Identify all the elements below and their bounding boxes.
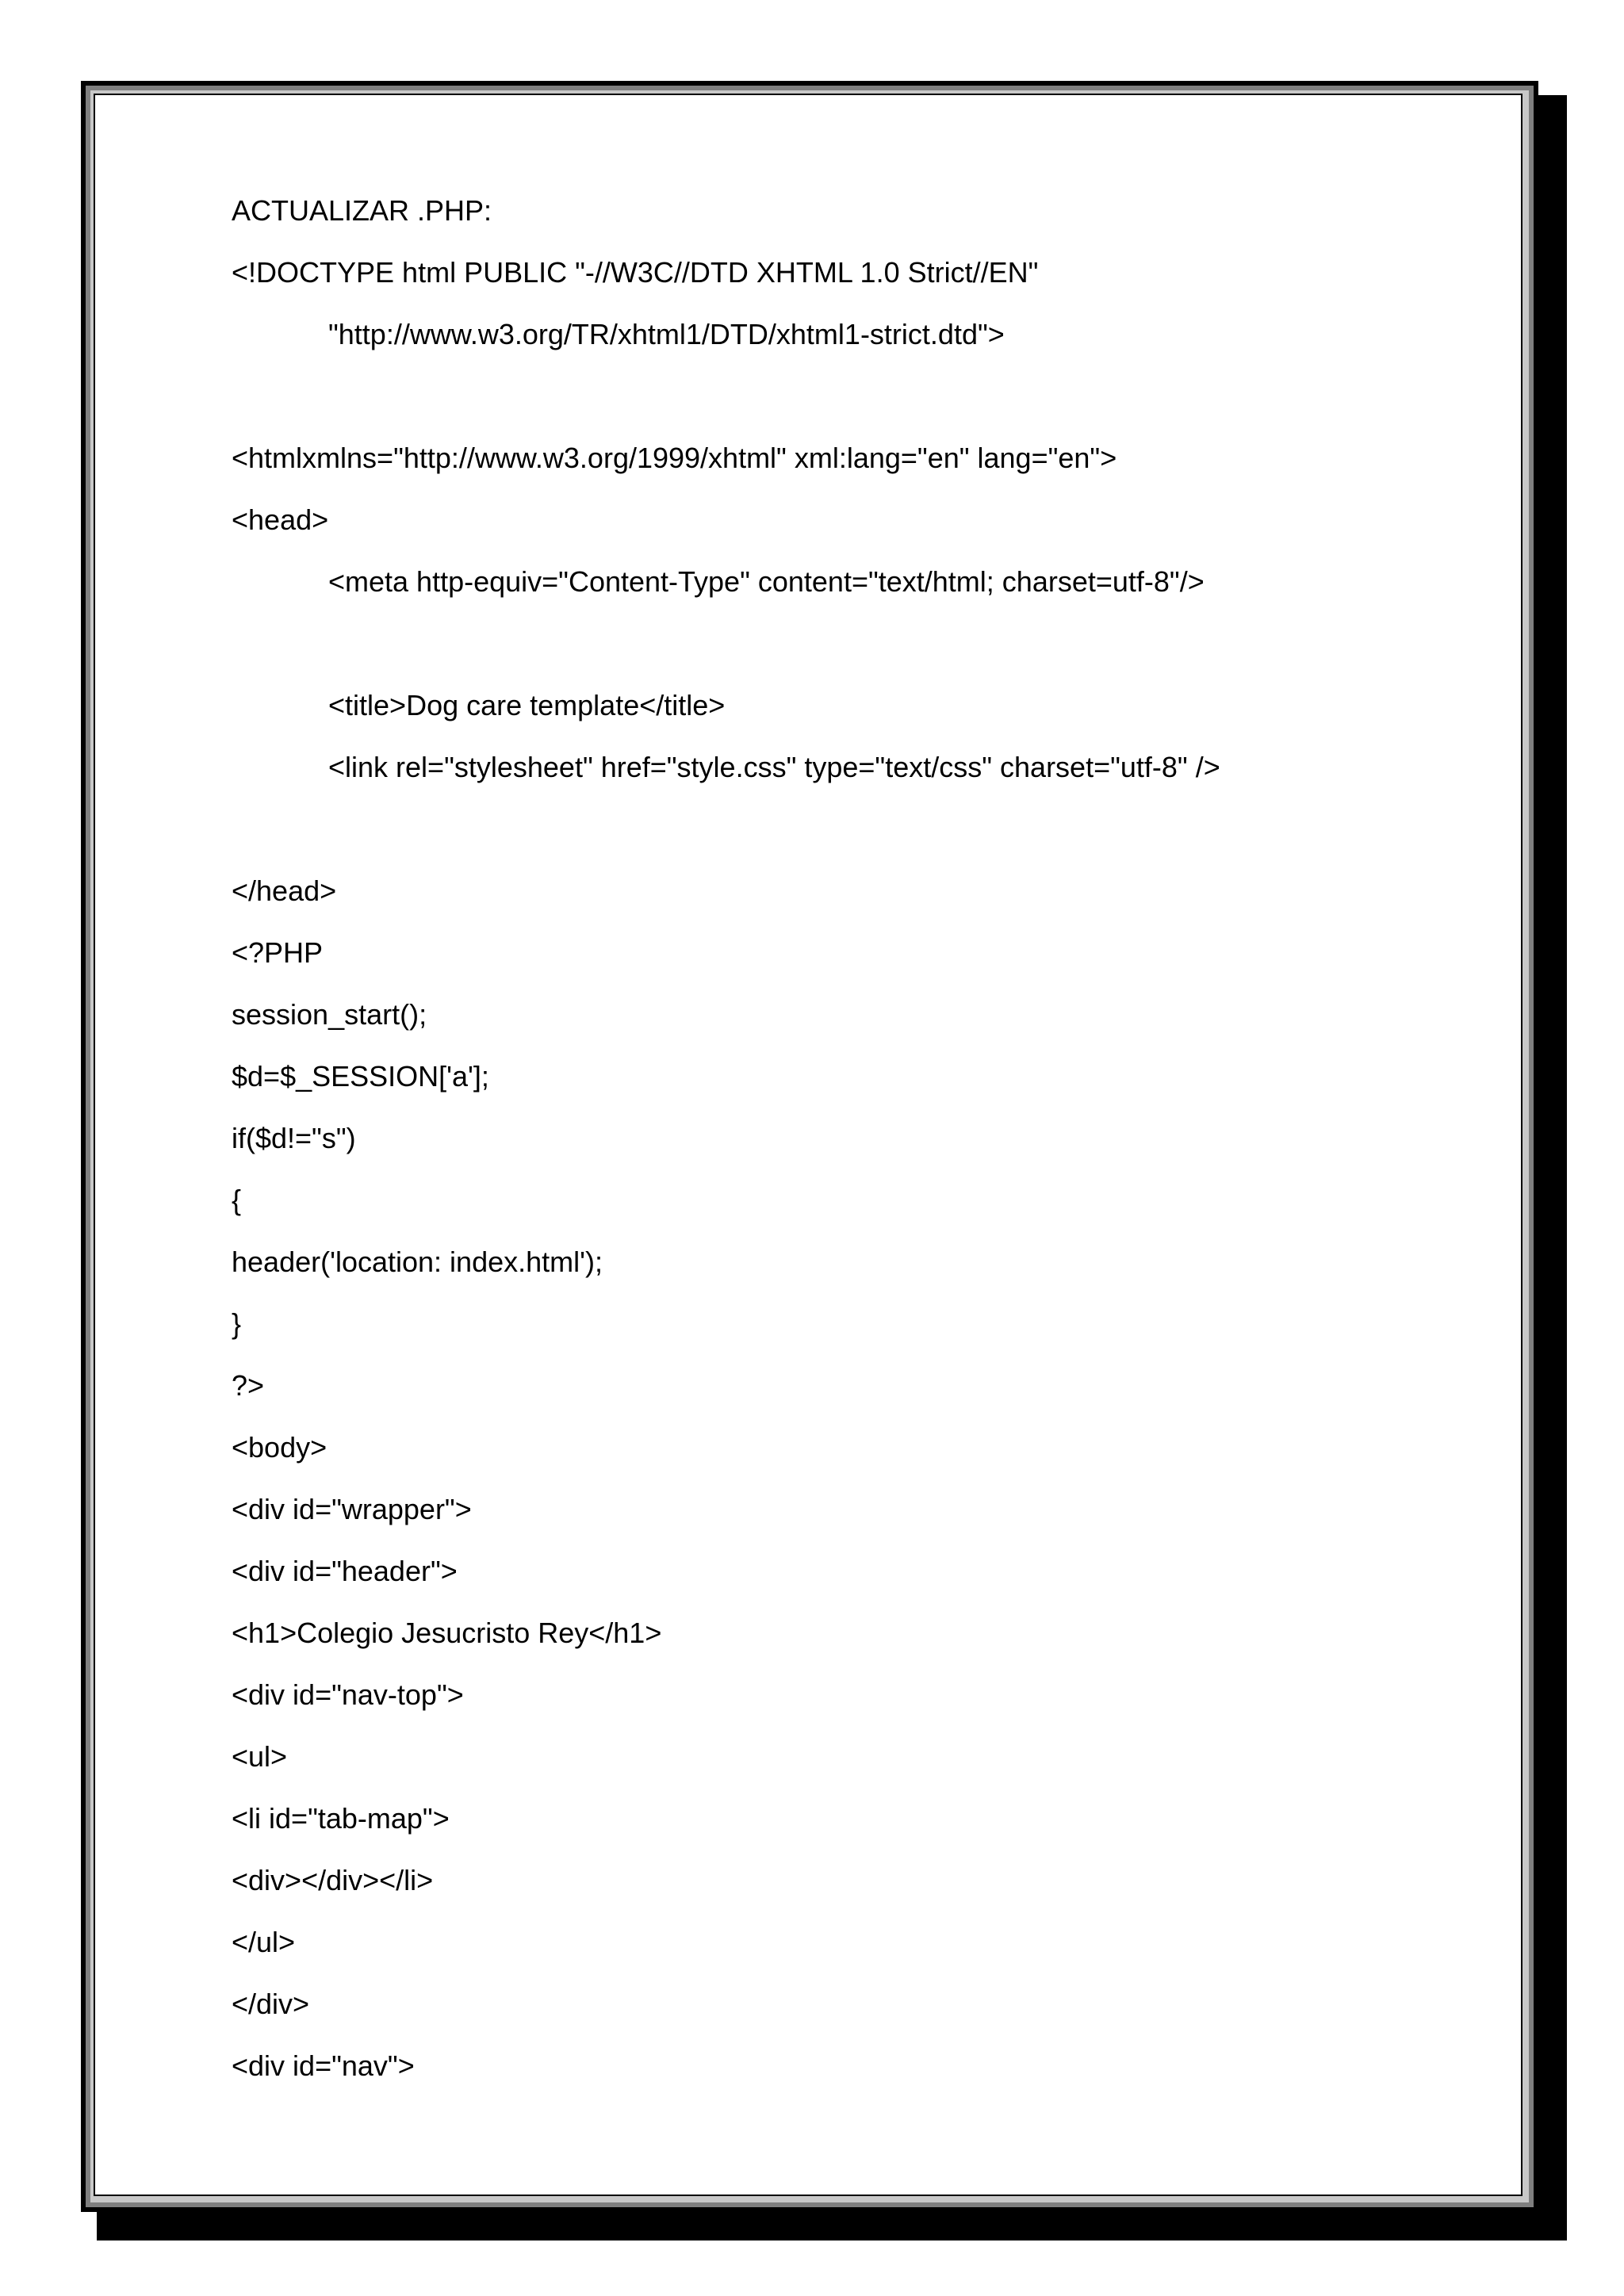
code-line: </head>	[232, 874, 337, 907]
code-line: </div>	[232, 1988, 310, 2020]
code-listing	[232, 189, 1469, 2106]
code-line: <div id="header">	[232, 1555, 458, 1587]
code-line: $d=$_SESSION['a'];	[232, 1060, 489, 1093]
code-line: <body>	[232, 1431, 327, 1464]
blank-line	[232, 374, 1469, 436]
code-line: <div id="nav">	[232, 2049, 415, 2082]
code-line: }	[232, 1307, 242, 1340]
code-line: <htmlxmlns="http://www.w3.org/1999/xhtml" xml:lang="en" lang="en">	[232, 442, 1117, 474]
code-line: <li id="tab-map">	[232, 1802, 450, 1835]
code-line: session_start();	[232, 998, 427, 1031]
blank-line	[232, 622, 1469, 683]
code-line: header('location: index.html');	[232, 1246, 603, 1278]
code-line: <title>Dog care template</title>	[328, 689, 726, 721]
code-line: ?>	[232, 1369, 265, 1402]
code-line: <?PHP	[232, 936, 324, 969]
code-line: ACTUALIZAR .PHP:	[232, 194, 492, 227]
code-line: <h1>Colegio Jesucristo Rey</h1>	[232, 1617, 662, 1649]
blank-line	[232, 807, 1469, 869]
code-line: <div id="nav-top">	[232, 1678, 464, 1711]
code-line: <meta http-equiv="Content-Type" content="text/html; charset=utf-8"/>	[328, 565, 1205, 598]
code-line: <div id="wrapper">	[232, 1493, 472, 1525]
code-line: <!DOCTYPE html PUBLIC "-//W3C//DTD XHTML 1.0 Strict//EN"	[232, 256, 1039, 289]
code-line: <ul>	[232, 1740, 288, 1773]
code-line: <div></div></li>	[232, 1864, 434, 1896]
code-line: "http://www.w3.org/TR/xhtml1/DTD/xhtml1-strict.dtd">	[328, 318, 1005, 350]
code-line: </ul>	[232, 1926, 296, 1958]
code-line: if($d!="s")	[232, 1122, 356, 1154]
code-line: <head>	[232, 503, 329, 536]
code-line: {	[232, 1184, 242, 1216]
code-line: <link rel="stylesheet" href="style.css" type="text/css" charset="utf-8" />	[328, 751, 1220, 783]
